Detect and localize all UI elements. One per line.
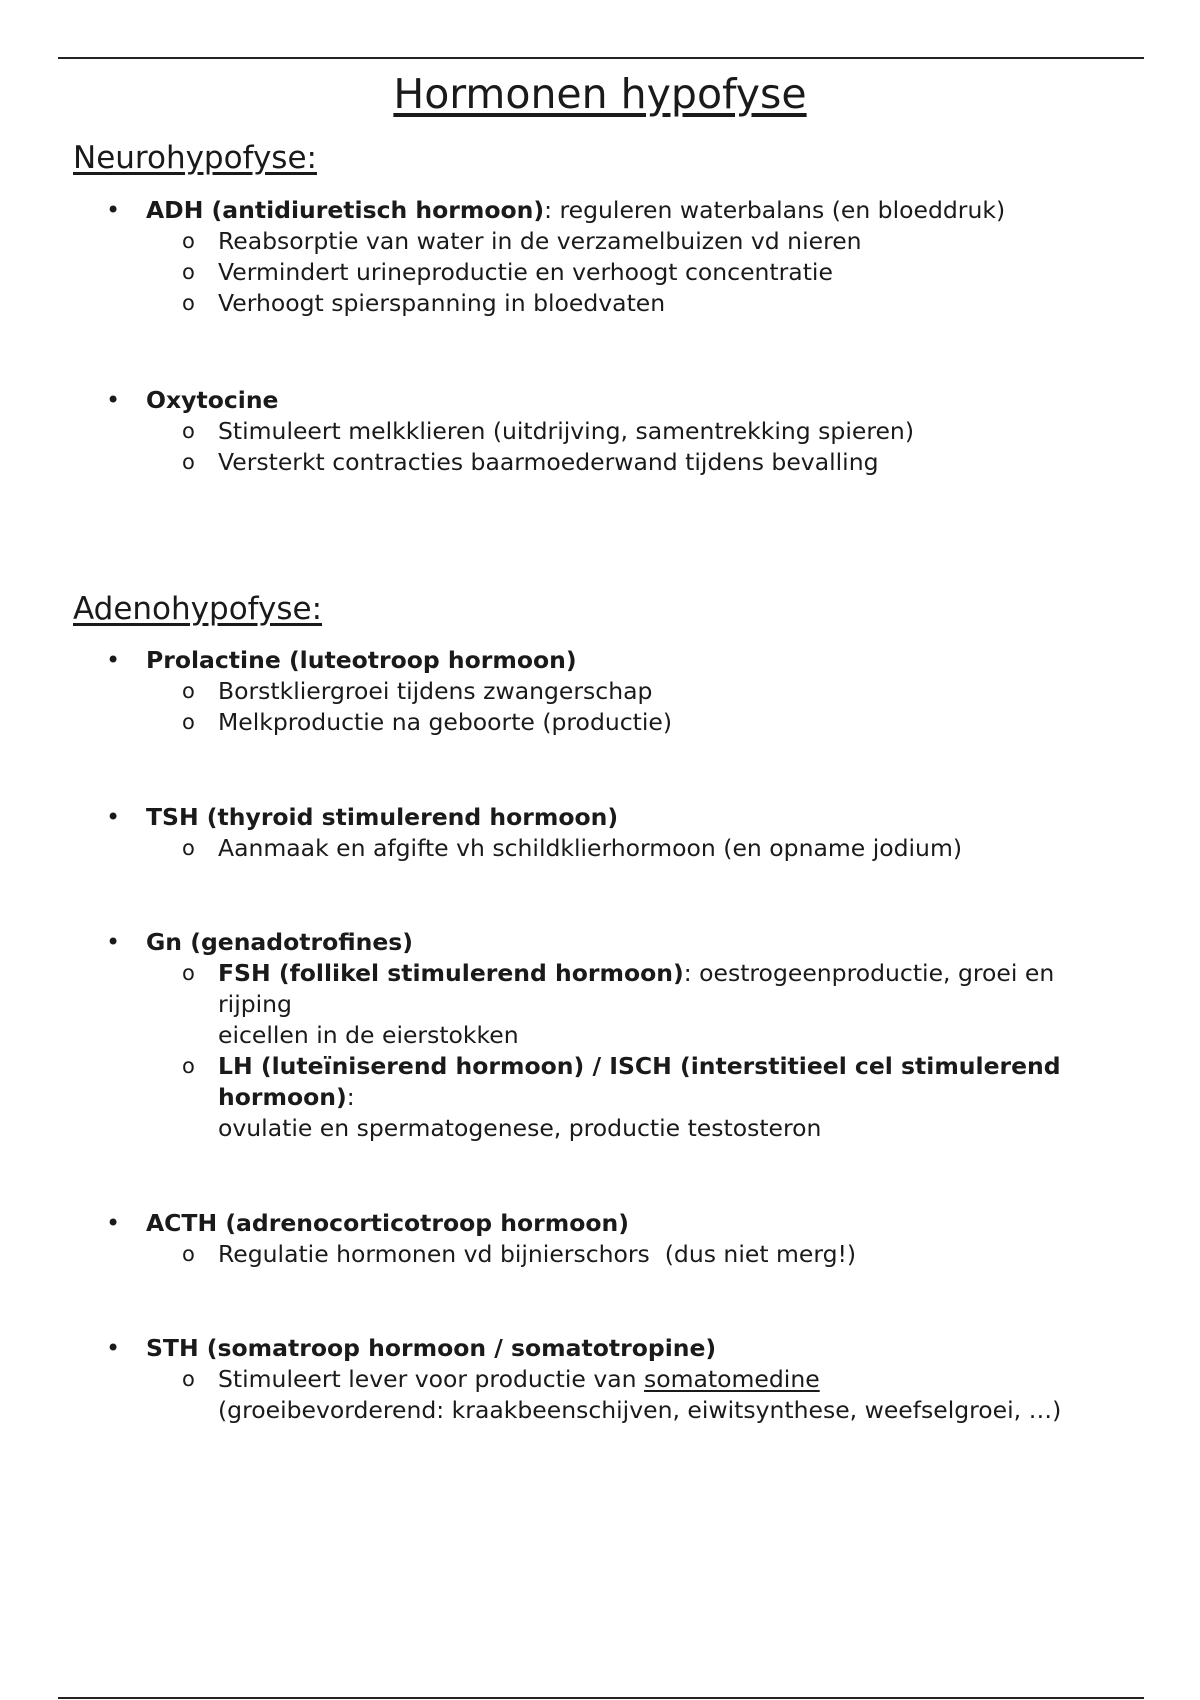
bullet: • xyxy=(106,386,121,414)
list-item: o Aanmaak en afgifte vh schildklierhormoon (en opname jodium) xyxy=(182,834,963,862)
hormone-acth xyxy=(0,1208,1200,1270)
underlined-term: somatomedine xyxy=(644,1365,820,1393)
top-rule xyxy=(58,57,1144,59)
hormone-name: STH (somatroop hormoon / somatotropine) xyxy=(146,1334,717,1362)
bullet: • xyxy=(106,1209,121,1237)
bullet: • xyxy=(106,1334,121,1362)
list-item: o Regulatie hormonen vd bijnierschors (dus niet merg!) xyxy=(182,1240,857,1268)
list-item: o Reabsorptie van water in de verzamelbuizen vd nieren xyxy=(182,227,862,255)
hormone-name: Gn (genadotrofines) xyxy=(146,928,414,956)
hormone-name: ACTH (adrenocorticotroop hormoon) xyxy=(146,1209,629,1237)
hormone-sth xyxy=(0,1333,1200,1426)
bullet: • xyxy=(106,196,121,224)
bullet: • xyxy=(106,803,121,831)
hormone-name: FSH (follikel stimulerend hormoon) xyxy=(218,959,684,987)
list-item: o Verhoogt spierspanning in bloedvaten xyxy=(182,289,666,317)
bullet: • xyxy=(106,928,121,956)
hormone-prolactine xyxy=(0,645,1200,738)
list-item: o Melkproductie na geboorte (productie) xyxy=(182,708,673,736)
list-item: o Stimuleert melkklieren (uitdrijving, samentrekking spieren) xyxy=(182,417,914,445)
list-item-fsh: o FSH (follikel stimulerend hormoon): oestrogeenproductie, groei en rijping eicellen in de eierstokken xyxy=(182,959,1055,1049)
hormone-oxytocine xyxy=(0,385,1200,478)
list-item-lh: o LH (luteïniserend hormoon) / ISCH (interstitieel cel stimulerend hormoon): ovulatie en spermatogenese, productie testosteron xyxy=(182,1052,1061,1142)
section-heading-neurohypofyse: Neurohypofyse: xyxy=(73,140,317,176)
list-item: o Borstkliergroei tijdens zwangerschap xyxy=(182,677,653,705)
hormone-tsh xyxy=(0,802,1200,864)
page-title: Hormonen hypofyse xyxy=(393,70,807,118)
hormone-name: TSH (thyroid stimulerend hormoon) xyxy=(146,803,619,831)
hormone-adh xyxy=(0,195,1200,319)
bottom-rule xyxy=(58,1697,1144,1699)
hormone-name: LH (luteïniserend hormoon) / ISCH (interstitieel cel stimulerend hormoon) xyxy=(218,1052,1061,1111)
hormone-name: Oxytocine xyxy=(146,386,279,414)
section-heading-adenohypofyse: Adenohypofyse: xyxy=(73,591,323,627)
list-item: o Vermindert urineproductie en verhoogt concentratie xyxy=(182,258,833,286)
bullet: • xyxy=(106,646,121,674)
list-item: o Versterkt contracties baarmoederwand tijdens bevalling xyxy=(182,448,879,476)
hormone-name: ADH (antidiuretisch hormoon) xyxy=(146,196,545,224)
hormone-name: Prolactine (luteotroop hormoon) xyxy=(146,646,577,674)
hormone-gn xyxy=(0,927,1200,1144)
list-item: o Stimuleert lever voor productie van somatomedine (groeibevorderend: kraakbeenschijven, eiwitsynthese, weefselgroei, …) xyxy=(182,1365,1062,1424)
hormone-description: : reguleren waterbalans (en bloeddruk) xyxy=(544,196,1006,224)
